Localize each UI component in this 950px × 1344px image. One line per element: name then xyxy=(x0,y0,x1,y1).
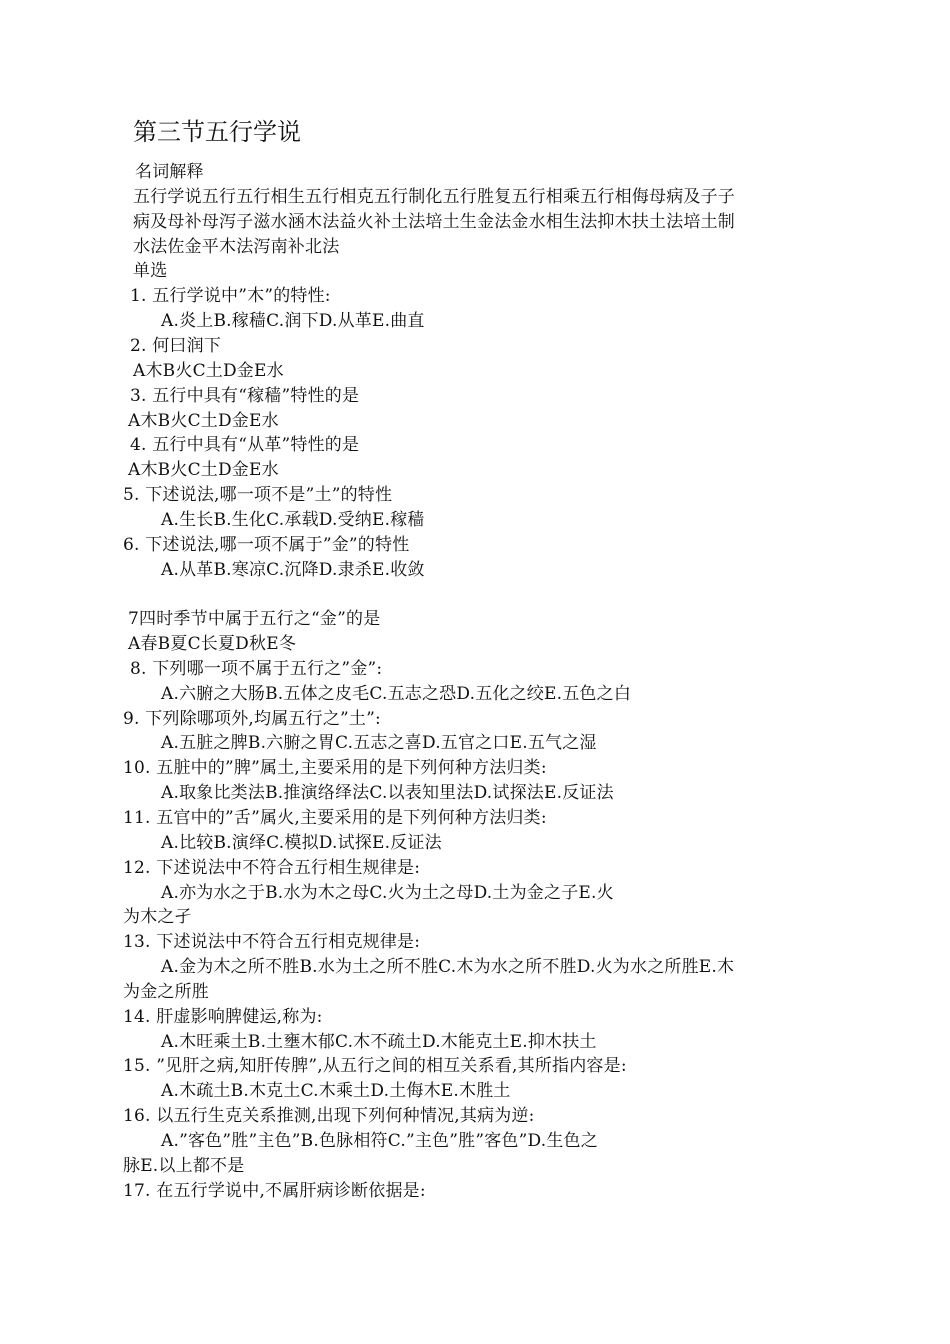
question-11: 11. 五官中的”舌”属火,主要采用的是下列何种方法归类: xyxy=(123,808,547,828)
question-13-options: A.金为木之所不胜B.水为土之所不胜C.木为水之所不胜D.火为水之所胜E.木 xyxy=(161,957,735,977)
question-12-options: A.亦为水之于B.水为木之母C.火为土之母D.土为金之子E.火 xyxy=(161,883,614,903)
question-17: 17. 在五行学说中,不属肝病诊断依据是: xyxy=(123,1181,426,1201)
question-14: 14. 肝虚影响脾健运,称为: xyxy=(123,1007,323,1027)
question-5: 5. 下述说法,哪一项不是”土”的特性 xyxy=(123,485,393,505)
question-3-options: A木B火C土D金E水 xyxy=(128,411,279,431)
definitions-text-line-3: 水法佐金平木法泻南补北法 xyxy=(133,237,340,257)
single-choice-heading: 单选 xyxy=(133,261,168,281)
definitions-text-line-1: 五行学说五行五行相生五行相克五行制化五行胜复五行相乘五行相侮母病及子子 xyxy=(133,187,735,207)
question-9: 9. 下列除哪项外,均属五行之”土”: xyxy=(123,709,381,729)
question-6: 6. 下述说法,哪一项不属于”金”的特性 xyxy=(123,535,410,555)
question-8-options: A.六腑之大肠B.五体之皮毛C.五志之恐D.五化之绞E.五色之白 xyxy=(161,684,632,704)
question-13: 13. 下述说法中不符合五行相克规律是: xyxy=(123,932,421,952)
question-1-options: A.炎上B.稼穑C.润下D.从革E.曲直 xyxy=(161,311,425,331)
question-1: 1. 五行学说中”木”的特性: xyxy=(130,286,331,306)
question-15-options: A.木疏土B.木克土C.木乘土D.土侮木E.木胜土 xyxy=(161,1081,511,1101)
question-11-options: A.比较B.演绎C.模拟D.试探E.反证法 xyxy=(161,833,442,853)
question-14-options: A.木旺乘土B.土壅木郁C.木不疏土D.木能克土E.抑木扶土 xyxy=(161,1032,597,1052)
question-13-options-cont: 为金之所胜 xyxy=(123,982,209,1002)
question-12-options-cont: 为木之孑 xyxy=(123,907,192,927)
question-8: 8. 下列哪一项不属于五行之”金”: xyxy=(130,659,383,679)
question-5-options: A.生长B.生化C.承载D.受纳E.稼穑 xyxy=(161,510,425,530)
question-10: 10. 五脏中的”脾”属土,主要采用的是下列何种方法归类: xyxy=(123,758,547,778)
question-7-options: A春B夏C长夏D秋E冬 xyxy=(128,634,297,654)
question-6-options: A.从革B.寒凉C.沉降D.隶杀E.收敛 xyxy=(161,560,425,580)
question-7: 7四时季节中属于五行之“金”的是 xyxy=(128,609,381,629)
question-2: 2. 何曰润下 xyxy=(130,336,222,356)
definitions-heading: 名词解释 xyxy=(135,162,204,182)
question-12: 12. 下述说法中不符合五行相生规律是: xyxy=(123,858,421,878)
question-4-options: A木B火C土D金E水 xyxy=(128,460,279,480)
question-3: 3. 五行中具有“稼穑”特性的是 xyxy=(130,386,360,406)
question-4: 4. 五行中具有“从革”特性的是 xyxy=(130,435,360,455)
page-title: 第三节五行学说 xyxy=(133,118,301,146)
question-15: 15. ”见肝之病,知肝传脾”,从五行之间的相互关系看,其所指内容是: xyxy=(123,1056,627,1076)
definitions-text-line-2: 病及母补母泻子滋水涵木法益火补土法培土生金法金水相生法抑木扶土法培土制 xyxy=(133,212,735,232)
question-9-options: A.五脏之脾B.六腑之胃C.五志之喜D.五官之口E.五气之湿 xyxy=(161,733,597,753)
question-2-options: A木B火C土D金E水 xyxy=(133,361,284,381)
question-16-options-cont: 脉E.以上都不是 xyxy=(123,1156,245,1176)
question-10-options: A.取象比类法B.推演络绎法C.以表知里法D.试探法E.反证法 xyxy=(161,783,614,803)
question-16: 16. 以五行生克关系推测,出现下列何种情况,其病为逆: xyxy=(123,1106,535,1126)
question-16-options: A.”客色”胜”主色”B.色脉相符C.”主色”胜”客色”D.生色之 xyxy=(161,1131,598,1151)
